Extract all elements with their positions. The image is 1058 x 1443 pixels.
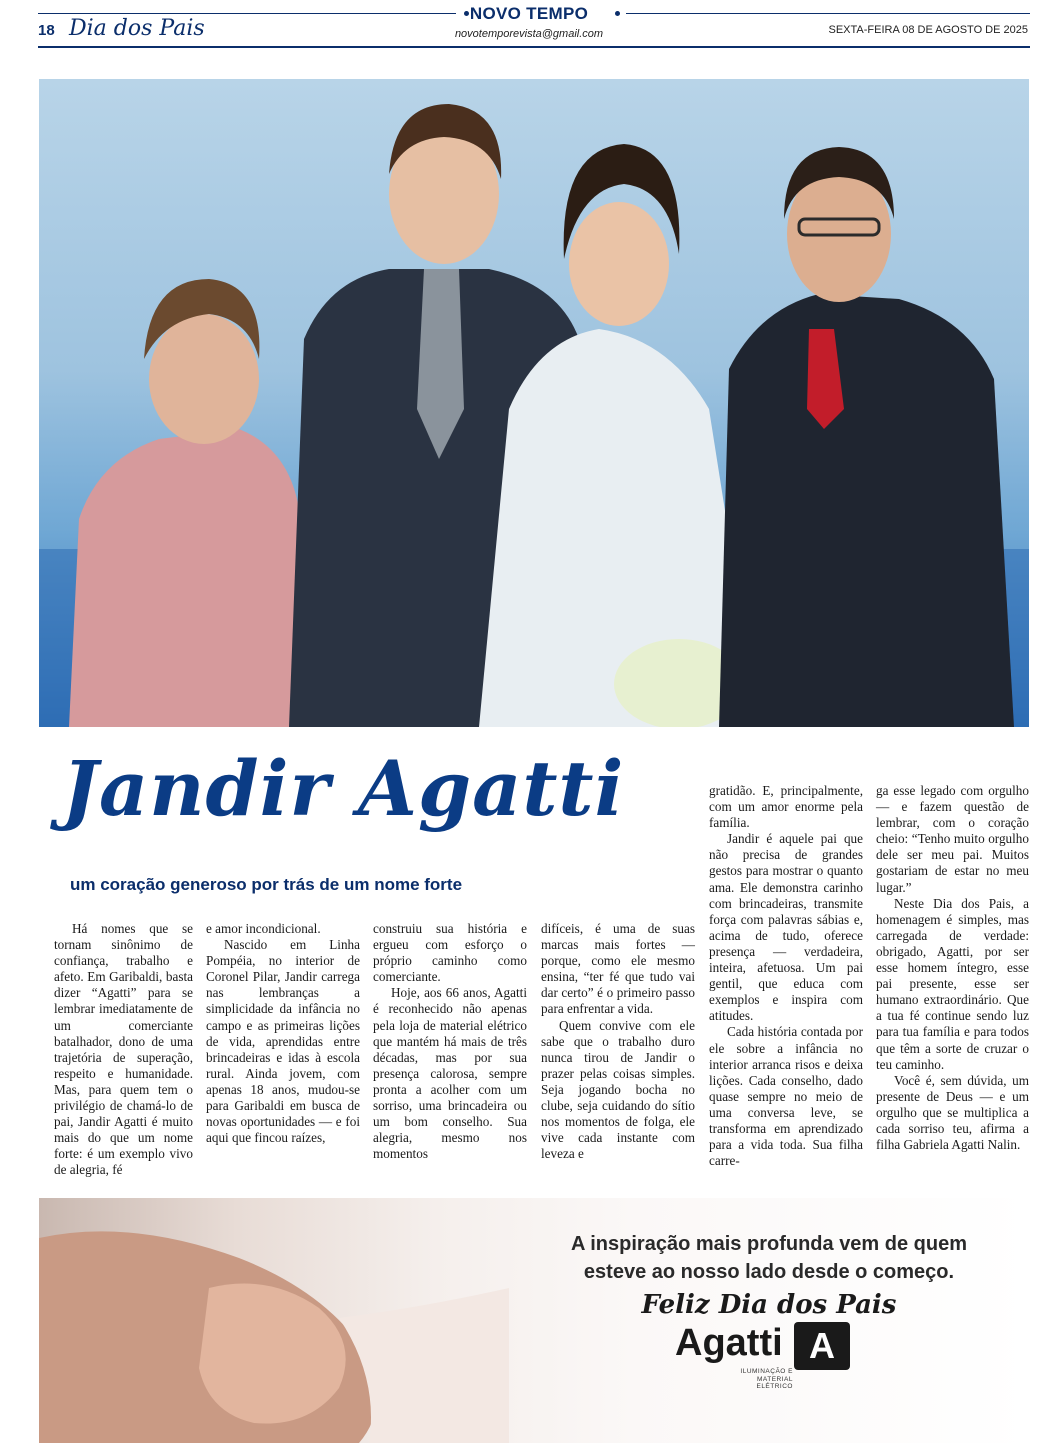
section-title: Dia dos Pais [69,16,205,41]
agatti-advertisement [39,1198,1029,1443]
article-column-2 [206,921,360,1146]
paragraph: Há nomes que se tornam sinônimo de confiança, trabalho e afeto. Em Garibaldi, basta dizer “Agatti” para se lembrar imediatamente de um comerciante batalhador, dono de uma trajetória de superação, respeito e humanidade. Mas, para quem tem o privilégio de chamá-lo de pai, Jandir Agatti é muito mais do que um nome forte: é um exemplo vivo de alegria, fé [54,921,193,1178]
page-number: 18 [38,22,55,39]
paragraph: ga esse legado com orgulho — e fazem questão de lembrar, com o coração cheio: “Tenho muito orgulho dele ser meu pai. Muitos gostariam de estar no meu lugar.” [876,783,1029,895]
holding-hands-illustration [39,1198,509,1443]
paragraph: construiu sua história e ergueu com esforço o próprio caminho como comerciante. [373,921,527,985]
article-column-6 [876,783,1029,1153]
newspaper-brand: NOVO TEMPO [469,4,589,23]
family-photo [39,79,1029,727]
article-subtitle: um coração generoso por trás de um nome forte [70,875,463,894]
ad-headline-line-1: A inspiração mais profunda vem de quem [570,1233,968,1255]
issue-date: SEXTA-FEIRA 08 DE AGOSTO DE 2025 [828,24,1028,36]
ad-greeting: Feliz Dia dos Pais [641,1290,897,1320]
agatti-logo-mark: A [794,1322,850,1370]
paragraph: gratidão. E, principalmente, com um amor enorme pela família. [709,783,863,831]
page-header [0,0,1058,50]
article-title: Jandir Agatti [62,744,625,833]
paragraph: Jandir é aquele pai que não precisa de grandes gestos para mostrar o quanto ama. Ele demonstra carinho com brincadeiras, transmite força com palavras sábias e, acima de tudo, oferece presença — verdadeira, inteira, afetuosa. Um pai gentil, que educa com exemplos e inspira com atitudes. [709,831,863,1024]
paragraph: Quem convive com ele sabe que o trabalho duro nunca tirou de Jandir o prazer pelas coisas simples. Seja jogando bocha no clube, seja cuidando do sítio nos momentos de folga, ele vive cada instante com leveza e [541,1017,695,1162]
paragraph: Nascido em Linha Pompéia, no interior de Coronel Pilar, Jandir carrega nas lembranças a simplicidade da infância no campo e as primeiras lições de vida, aprendidas entre brincadeiras e idas à escola rural. Ainda jovem, com apenas 18 anos, mudou-se para Garibaldi em busca de novas oportunidades — e foi aqui que fincou raízes, [206,937,360,1146]
agatti-logo-word: Agatti [675,1322,783,1364]
article-column-1 [54,921,193,1179]
paragraph: e amor incondicional. [206,921,321,936]
paragraph: Cada história contada por ele sobre a infância no interior arranca risos e deixa lições. Cada conselho, dado quase sempre no meio de uma conversa leve, se transforma em aprendizado para a vida toda. Sua filha carre- [709,1024,863,1169]
paragraph: Você é, sem dúvida, um presente de Deus — e um orgulho que se multiplica a cada sorriso teu, afirma a filha Gabriela Agatti Nalin. [876,1072,1029,1153]
agatti-logo-tagline-1: ILUMINAÇÃO E [740,1368,793,1375]
ad-headline-line-2: esteve ao nosso lado desde o começo. [583,1261,955,1283]
article-column-4 [541,921,695,1162]
contact-email: novotemporevista@gmail.com [454,28,604,40]
header-rule-bottom [38,46,1030,48]
paragraph: Hoje, aos 66 anos, Agatti é reconhecido não apenas pela loja de material elétrico que mantém há mais de três décadas, mas por sua presença calorosa, sempre pronta a acolher com um sorriso, uma brincadeira ou um bom conselho. Sua alegria, mesmo nos momentos [373,985,527,1162]
family-photo-illustration [39,79,1029,727]
article-column-5 [709,783,863,1169]
article-column-3 [373,921,527,1162]
agatti-logo-tagline-2: MATERIAL ELÉTRICO [756,1376,793,1390]
paragraph: difíceis, é uma de suas marcas mais fortes — porque, como ele mesmo ensina, “ter fé que tudo vai dar certo” é o primeiro passo para enfrentar a vida. [541,921,695,1017]
paragraph: Neste Dia dos Pais, a homenagem é simples, mas carregada de verdade: obrigado, Agatti, por ser esse homem íntegro, esse pai presente, esse ser humano extraordinário. Que a tua fé continue sendo luz para tua família e para todos que têm a sorte de cruzar o teu caminho. [876,895,1029,1072]
